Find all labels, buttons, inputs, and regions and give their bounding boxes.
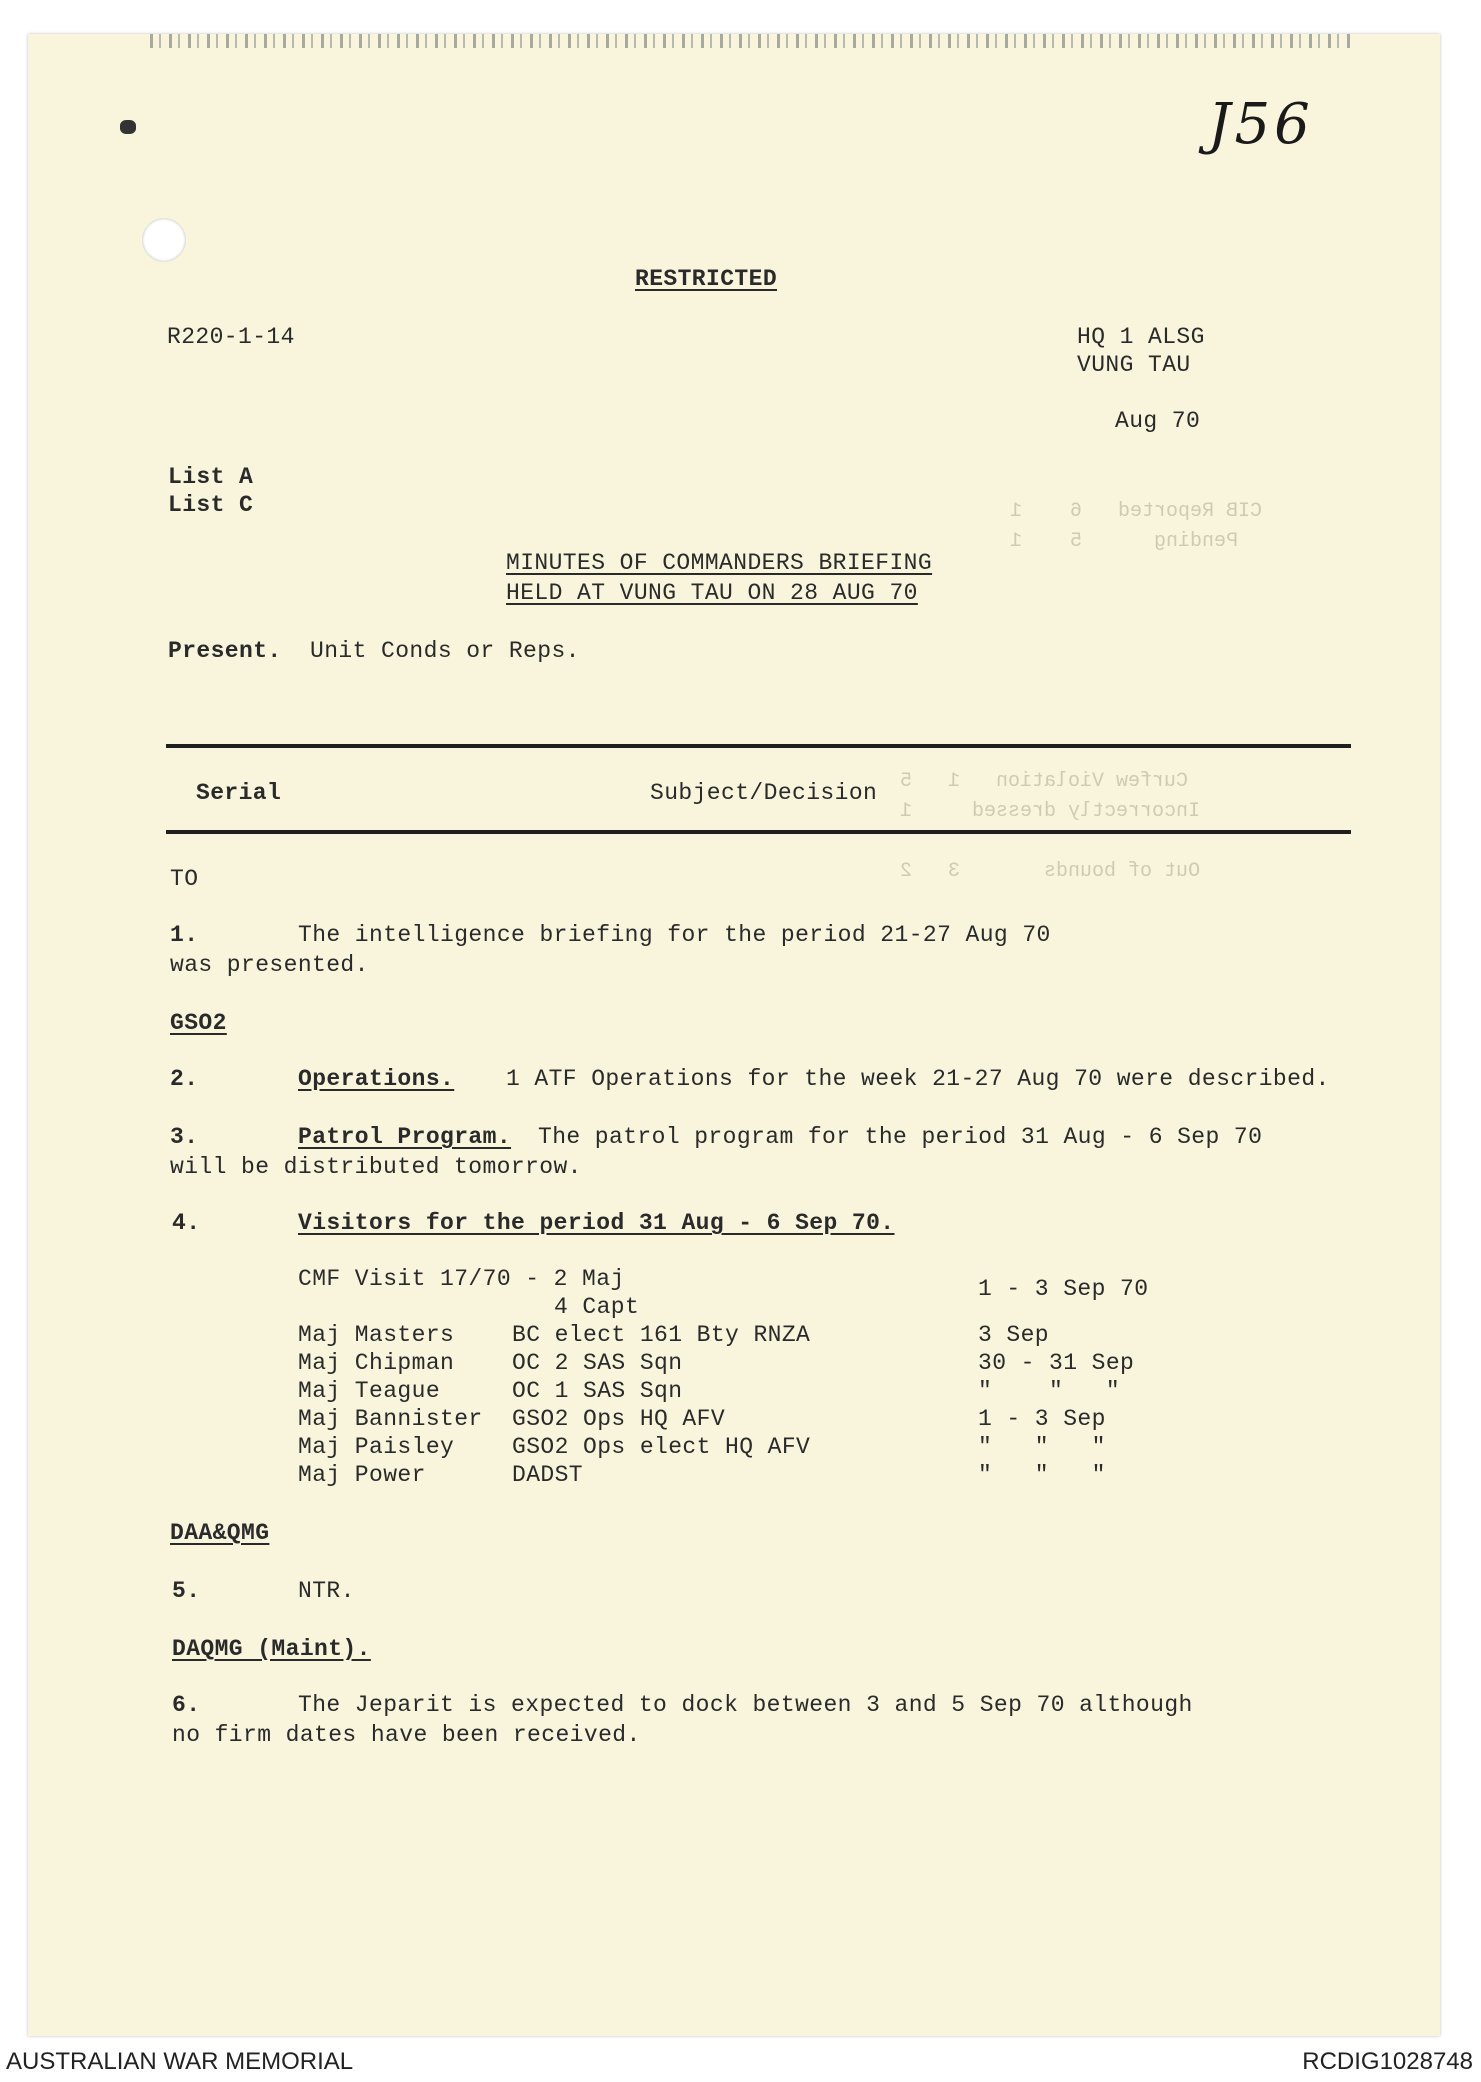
bleed-through: Out of bounds 3 2 (900, 860, 1201, 883)
visitor-name: Maj Teague (298, 1378, 441, 1404)
visitor-dates: 30 - 31 Sep (978, 1350, 1135, 1376)
distribution-list: List A (168, 464, 254, 490)
item-title: Visitors for the period 31 Aug - 6 Sep 70. (298, 1210, 895, 1236)
item-text: no firm dates have been received. (172, 1722, 641, 1748)
section-heading-daa-qmg: DAA&QMG (170, 1520, 270, 1546)
visitor-dates: 1 - 3 Sep (978, 1406, 1106, 1432)
handwritten-reference: J56 (1208, 92, 1314, 157)
torn-top-edge (150, 34, 1350, 48)
visitor-dates: 3 Sep (978, 1322, 1050, 1348)
classification-header: RESTRICTED (635, 266, 778, 292)
section-heading-daqmg-maint: DAQMG (Maint). (172, 1636, 371, 1662)
visitor-role: BC elect 161 Bty RNZA (512, 1322, 811, 1348)
item-text: was presented. (170, 952, 369, 978)
item-title: Patrol Program. (298, 1124, 512, 1150)
footer-record-id: RCDIG1028748 (1302, 2048, 1473, 2075)
visitor-name: Maj Paisley (298, 1434, 455, 1460)
subject-column-header: Subject/Decision (650, 780, 878, 806)
item-text: will be distributed tomorrow. (170, 1154, 582, 1180)
item-number: 6. (172, 1692, 201, 1718)
item-text: The Jeparit is expected to dock between 3 and 5 Sep 70 although (298, 1692, 1193, 1718)
serial-column-header: Serial (196, 780, 282, 806)
visitor-dates: " " " (978, 1378, 1121, 1404)
bleed-through: Curfew Violation 1 5 (900, 770, 1189, 793)
footer-archive-name: AUSTRALIAN WAR MEMORIAL (6, 2048, 354, 2075)
visitor-dates: " " " (978, 1462, 1106, 1488)
section-heading-gso2: GSO2 (170, 1010, 227, 1036)
item-number: 5. (172, 1578, 201, 1604)
item-title: Operations. (298, 1066, 455, 1092)
item-number: 3. (170, 1124, 199, 1150)
ink-smudge (120, 120, 136, 134)
visitor-dates: 1 - 3 Sep 70 (978, 1276, 1149, 1302)
table-header-rule (166, 830, 1351, 834)
document-date: Aug 70 (1115, 408, 1201, 434)
sender-location: VUNG TAU (1077, 352, 1191, 378)
punch-hole (142, 218, 186, 262)
item-text: The intelligence briefing for the period 21-27 Aug 70 (298, 922, 1051, 948)
file-reference: R220-1-14 (167, 324, 295, 350)
section-marker: TO (170, 866, 199, 892)
bleed-through: CIB Reported 6 1 (1010, 500, 1263, 523)
visitor-name: Maj Chipman (298, 1350, 455, 1376)
visitor-role: OC 2 SAS Sqn (512, 1350, 683, 1376)
bleed-through: Incorrectly dressed 1 (900, 800, 1201, 823)
visitor-name: CMF Visit 17/70 - 2 Maj (298, 1266, 625, 1292)
visitor-role: OC 1 SAS Sqn (512, 1378, 683, 1404)
visitor-name: Maj Bannister (298, 1406, 483, 1432)
visitor-name: Maj Power (298, 1462, 426, 1488)
item-number: 4. (172, 1210, 201, 1236)
visitor-name: Maj Masters (298, 1322, 455, 1348)
item-number: 1. (170, 922, 199, 948)
document-title: HELD AT VUNG TAU ON 28 AUG 70 (506, 580, 918, 606)
present-text: Unit Conds or Reps. (310, 638, 580, 664)
visitor-dates: " " " (978, 1434, 1106, 1460)
visitor-role: DADST (512, 1462, 584, 1488)
bleed-through: Pending 5 1 (1010, 530, 1263, 553)
item-text: NTR. (298, 1578, 355, 1604)
item-number: 2. (170, 1066, 199, 1092)
item-text: 1 ATF Operations for the week 21-27 Aug 70 were described. (506, 1066, 1330, 1092)
distribution-list: List C (168, 492, 254, 518)
item-text: The patrol program for the period 31 Aug - 6 Sep 70 (538, 1124, 1263, 1150)
visitor-role: 4 Capt (554, 1294, 640, 1320)
visitor-role: GSO2 Ops HQ AFV (512, 1406, 726, 1432)
visitor-role: GSO2 Ops elect HQ AFV (512, 1434, 811, 1460)
sender-unit: HQ 1 ALSG (1077, 324, 1205, 350)
present-label: Present. (168, 638, 282, 664)
table-top-rule (166, 744, 1351, 748)
document-title: MINUTES OF COMMANDERS BRIEFING (506, 550, 933, 576)
